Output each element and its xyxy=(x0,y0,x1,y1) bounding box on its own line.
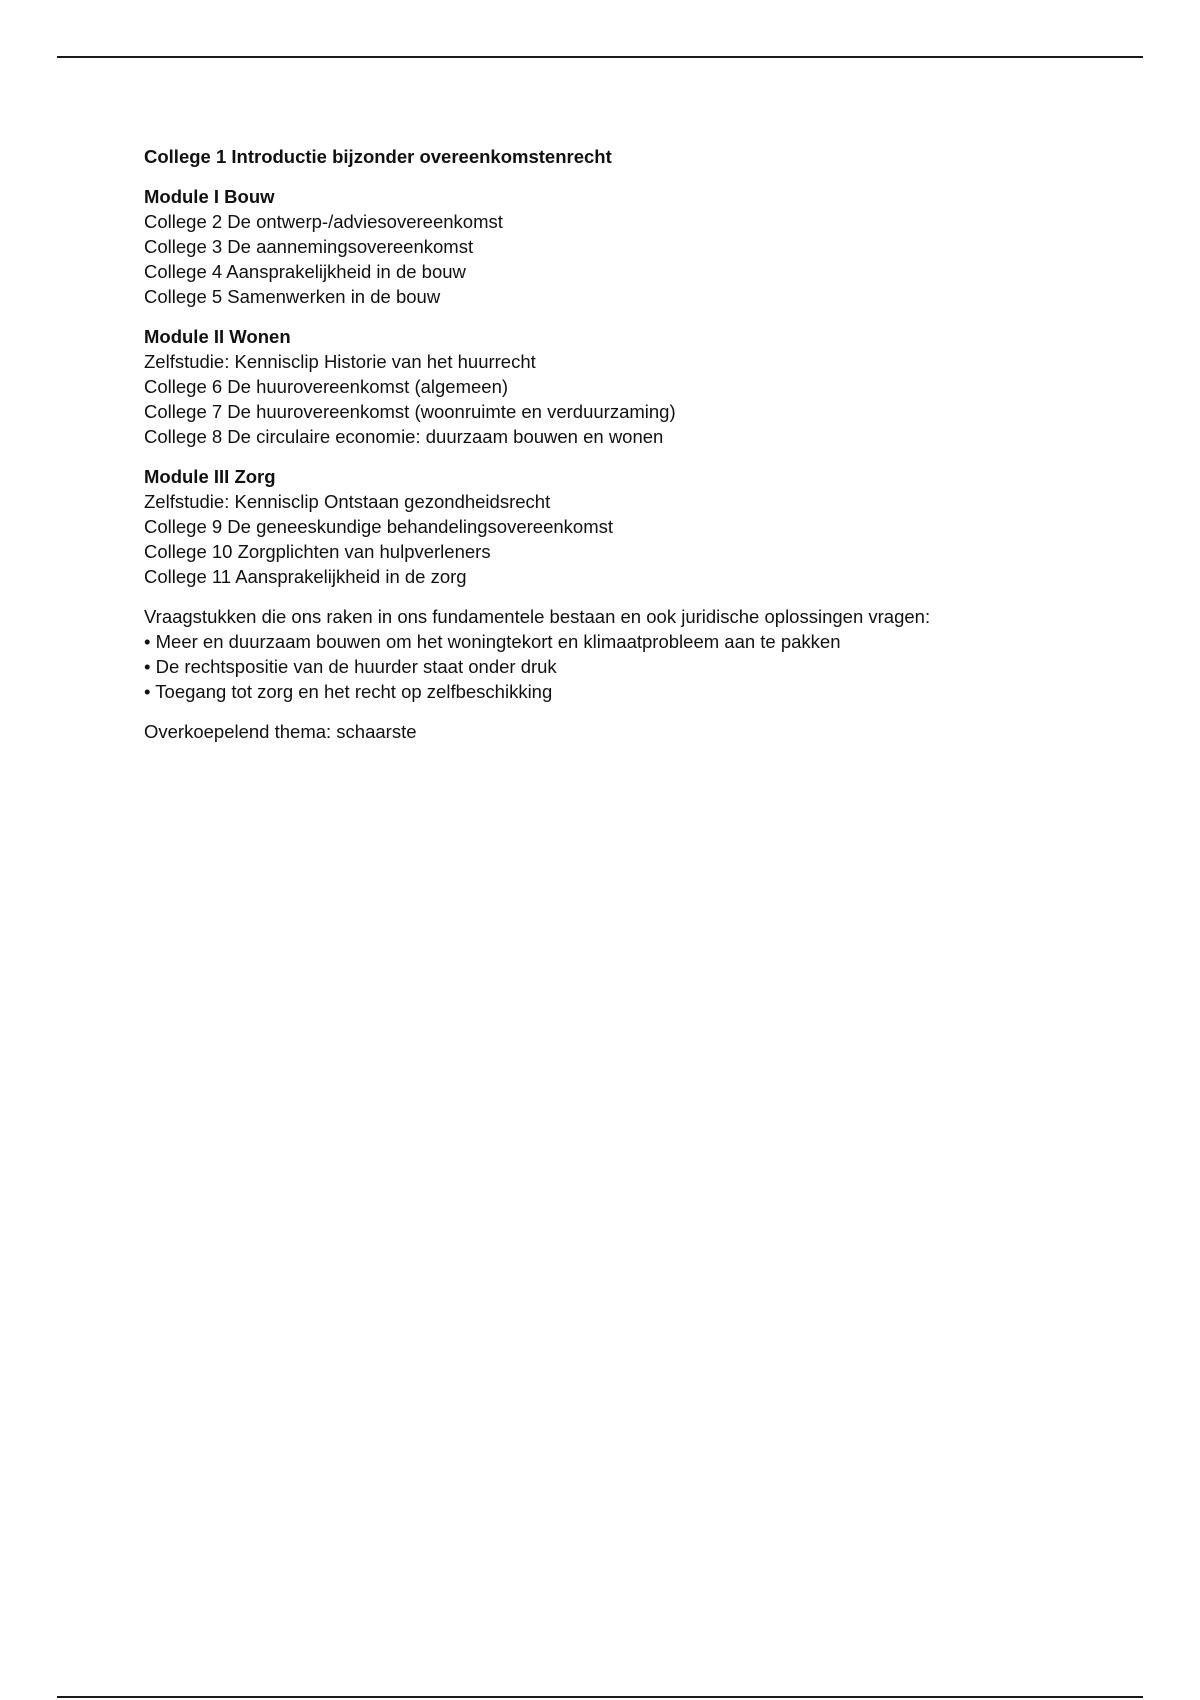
top-rule xyxy=(57,56,1143,58)
module-bouw xyxy=(144,184,1104,309)
module-item: College 11 Aansprakelijkheid in de zorg xyxy=(144,566,467,587)
bottom-rule xyxy=(57,1696,1143,1698)
module-item: College 7 De huurovereenkomst (woonruimte en verduurzaming) xyxy=(144,401,676,422)
questions-intro: Vraagstukken die ons raken in ons fundamentele bestaan en ook juridische oplossingen vragen: xyxy=(144,606,931,627)
module-zorg xyxy=(144,464,1104,589)
module-item: College 3 De aannemingsovereenkomst xyxy=(144,236,474,257)
intro-title: College 1 Introductie bijzonder overeenkomstenrecht xyxy=(144,146,612,167)
theme-line: Overkoepelend thema: schaarste xyxy=(144,721,417,742)
module-heading: Module II Wonen xyxy=(144,326,291,347)
module-item: College 6 De huurovereenkomst (algemeen) xyxy=(144,376,509,397)
bullet-item: • Toegang tot zorg en het recht op zelfbeschikking xyxy=(144,681,553,702)
module-item: College 5 Samenwerken in de bouw xyxy=(144,286,441,307)
module-item: Zelfstudie: Kennisclip Historie van het huurrecht xyxy=(144,351,536,372)
module-item: College 4 Aansprakelijkheid in de bouw xyxy=(144,261,466,282)
module-item: College 2 De ontwerp-/adviesovereenkomst xyxy=(144,211,503,232)
module-heading: Module I Bouw xyxy=(144,186,275,207)
module-item: College 10 Zorgplichten van hulpverleners xyxy=(144,541,491,562)
module-item: Zelfstudie: Kennisclip Ontstaan gezondheidsrecht xyxy=(144,491,551,512)
module-item: College 8 De circulaire economie: duurzaam bouwen en wonen xyxy=(144,426,664,447)
module-item: College 9 De geneeskundige behandelingsovereenkomst xyxy=(144,516,613,537)
questions-section xyxy=(144,604,1104,704)
document-body xyxy=(144,144,1104,744)
bullet-item: • Meer en duurzaam bouwen om het woningtekort en klimaatprobleem aan te pakken xyxy=(144,631,841,652)
bullet-item: • De rechtspositie van de huurder staat onder druk xyxy=(144,656,557,677)
module-heading: Module III Zorg xyxy=(144,466,276,487)
module-wonen xyxy=(144,324,1104,449)
